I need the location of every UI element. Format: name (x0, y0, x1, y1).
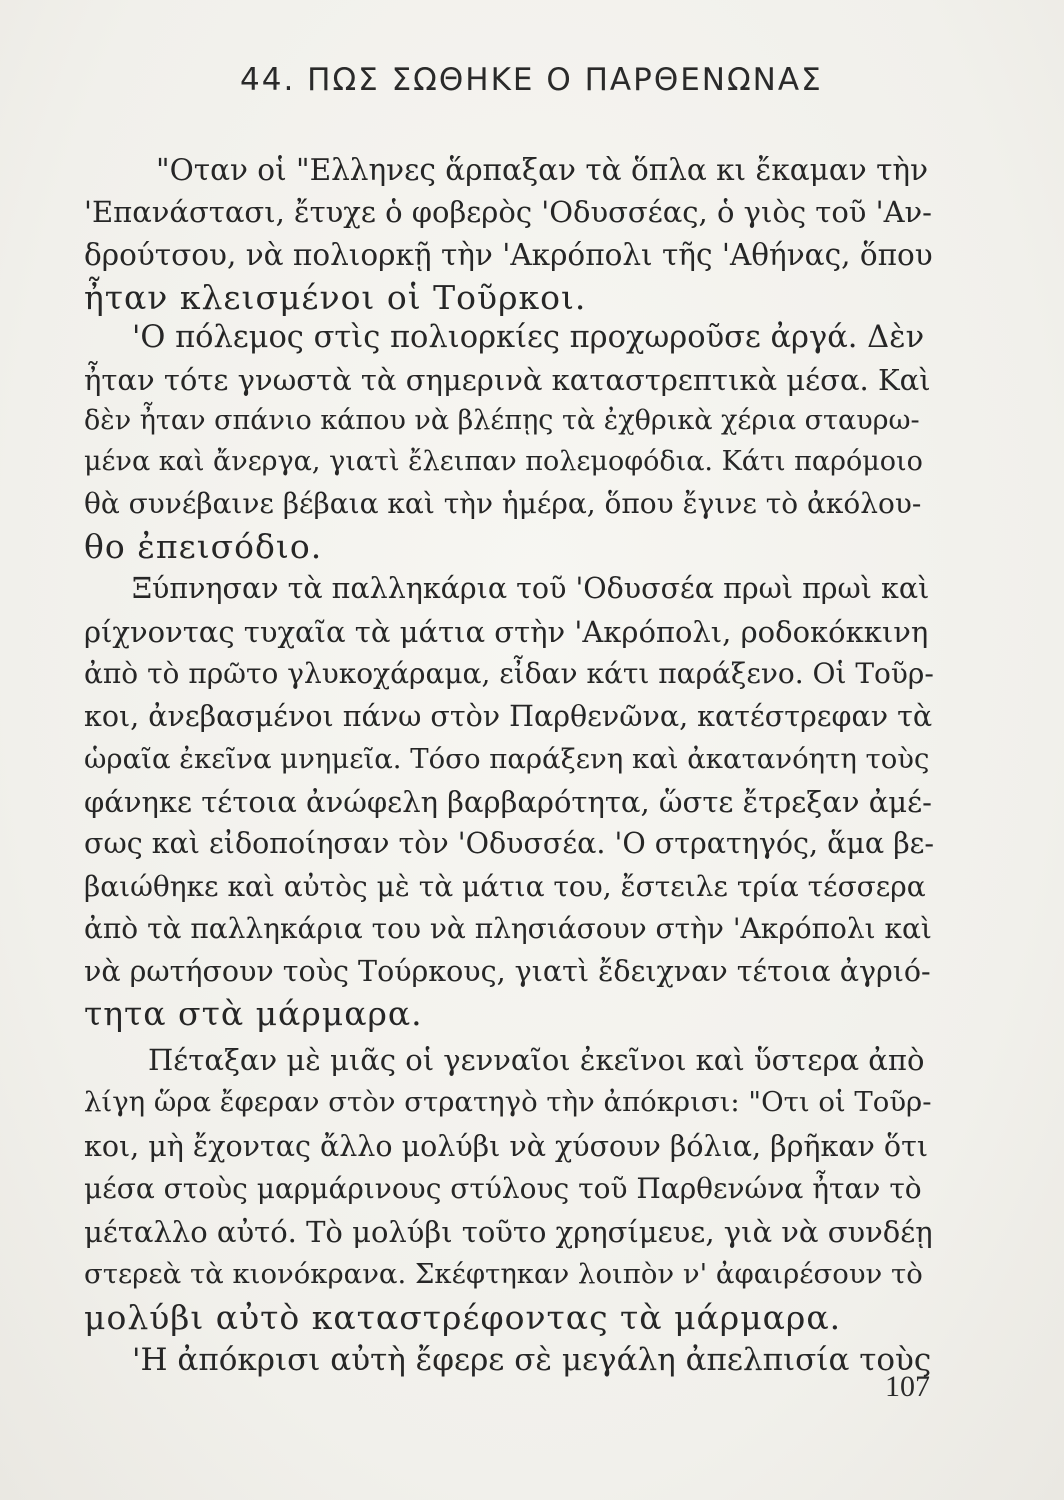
text-line: δὲν ἦταν σπάνιο κάπου νὰ βλέπῃς τὰ ἐχθρικὰ χέρια σταυρω- (84, 405, 920, 436)
text-line: κοι, ἀνεβασμένοι πάνω στὸν Παρθενῶνα, κατέστρεφαν τὰ (84, 700, 933, 733)
text-line: θὰ συνέβαινε βέβαια καὶ τὴν ἡμέρα, ὅπου ἔγινε τὸ ἀκόλου- (84, 487, 922, 520)
text-line: λίγη ὥρα ἔφεραν στὸν στρατηγὸ τὴν ἀπόκρισι: "Οτι οἱ Τοῦρ- (84, 1086, 932, 1118)
text-line: βαιώθηκε καὶ αὐτὸς μὲ τὰ μάτια του, ἔστειλε τρία τέσσερα (84, 870, 926, 903)
text-line: ἀπὸ τὸ πρῶτο γλυκοχάραμα, εἶδαν κάτι παράξενο. Οἱ Τοῦρ- (84, 657, 934, 690)
text-line: στερεὰ τὰ κιονόκρανα. Σκέφτηκαν λοιπὸν ν' ἀφαιρέσουν τὸ (84, 1258, 923, 1290)
text-line: κοι, μὴ ἔχοντας ἄλλο μολύβι νὰ χύσουν βόλια, βρῆκαν ὅτι (84, 1130, 929, 1163)
text-line: μολύβι αὐτὸ καταστρέφοντας τὰ μάρμαρα. (84, 1298, 842, 1337)
text-line: ὡραῖα ἐκεῖνα μνημεῖα. Τόσο παράξενη καὶ ἀκατανόητη τοὺς (84, 743, 930, 775)
text-line: σως καὶ εἰδοποίησαν τὸν 'Οδυσσέα. 'Ο στρατηγός, ἅμα βε- (84, 827, 935, 860)
text-line: ἦταν τότε γνωστὰ τὰ σημερινὰ καταστρεπτικὰ μέσα. Καὶ (84, 363, 931, 397)
text-line: δρούτσου, νὰ πολιορκῇ τὴν 'Ακρόπολι τῆς 'Αθήνας, ὅπου (84, 238, 933, 272)
text-line: ἀπὸ τὰ παλληκάρια του νὰ πλησιάσουν στὴν 'Ακρόπολι καὶ (84, 912, 932, 945)
text-line: ἦταν κλεισμένοι οἱ Τοῦρκοι. (84, 278, 587, 317)
text-line: μέταλλο αὐτό. Τὸ μολύβι τοῦτο χρησίμευε, γιὰ νὰ συνδέῃ (84, 1215, 933, 1249)
text-line: θο ἐπεισόδιο. (84, 527, 323, 566)
text-line: μένα καὶ ἄνεργα, γιατὶ ἔλειπαν πολεμοφόδια. Κάτι παρόμοιο (84, 446, 923, 477)
chapter-heading: 44. ΠΩΣ ΣΩΘΗΚΕ Ο ΠΑΡΘΕΝΩΝΑΣ (240, 62, 823, 98)
text-line: ρίχνοντας τυχαῖα τὰ μάτια στὴν 'Ακρόπολι, ροδοκόκκινη (84, 615, 929, 649)
text-line: 'Ο πόλεμος στὶς πολιορκίες προχωροῦσε ἀργά. Δὲν (132, 320, 925, 355)
text-line: τητα στὰ μάρμαρα. (84, 994, 423, 1033)
text-line: "Οταν οἱ "Ελληνες ἅρπαξαν τὰ ὅπλα κι ἔκαμαν τὴν (156, 153, 929, 187)
text-line: Ξύπνησαν τὰ παλληκάρια τοῦ 'Οδυσσέα πρωὶ πρωὶ καὶ (132, 572, 930, 605)
text-line: μέσα στοὺς μαρμάρινους στύλους τοῦ Παρθενώνα ἦταν τὸ (84, 1172, 922, 1205)
text-line: 'Η ἀπόκρισι αὐτὴ ἔφερε σὲ μεγάλη ἀπελπισία τοὺς (132, 1342, 932, 1378)
page-number: 107 (885, 1370, 930, 1403)
text-line: Πέταξαν μὲ μιᾶς οἱ γενναῖοι ἐκεῖνοι καὶ ὕστερα ἀπὸ (148, 1043, 925, 1077)
text-line: 'Επανάστασι, ἔτυχε ὁ φοβερὸς 'Οδυσσέας, ὁ γιὸς τοῦ 'Αν- (84, 195, 932, 229)
text-line: νὰ ρωτήσουν τοὺς Τούρκους, γιατὶ ἔδειχναν τέτοια ἀγριό- (84, 955, 931, 988)
text-line: φάνηκε τέτοια ἀνώφελη βαρβαρότητα, ὥστε ἔτρεξαν ἀμέ- (84, 785, 932, 819)
